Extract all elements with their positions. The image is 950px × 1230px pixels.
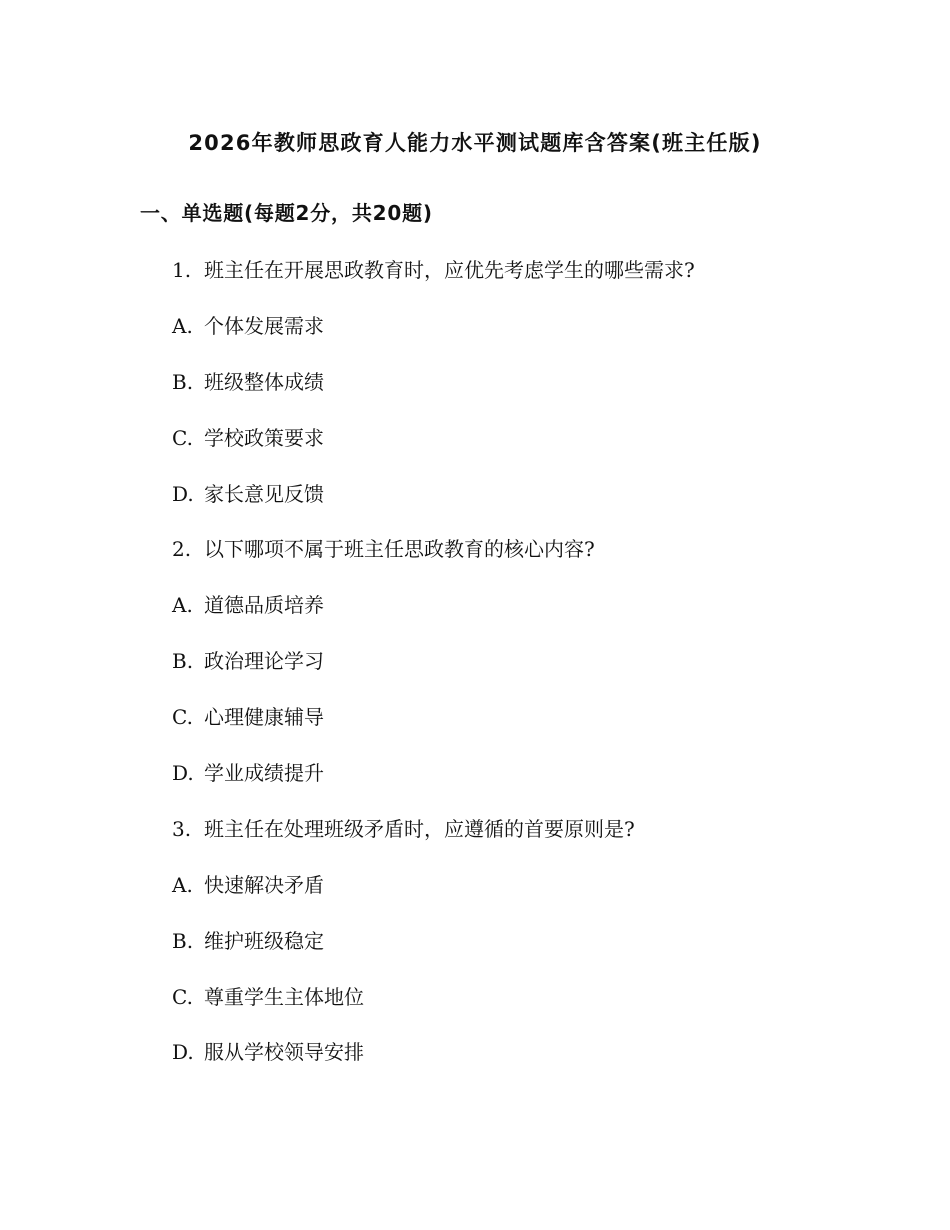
option-text: 学业成绩提升 bbox=[204, 761, 324, 786]
option-text: 班级整体成绩 bbox=[204, 369, 324, 394]
question-3-option-d bbox=[172, 1037, 872, 1067]
option-text: 维护班级稳定 bbox=[204, 928, 324, 953]
option-letter: D. bbox=[172, 481, 194, 506]
question-number: 3. bbox=[172, 816, 192, 841]
option-letter: A. bbox=[172, 872, 193, 897]
option-letter: A. bbox=[172, 593, 193, 618]
option-text: 个体发展需求 bbox=[204, 313, 324, 338]
option-letter: D. bbox=[172, 761, 194, 786]
question-2-option-d bbox=[172, 758, 872, 788]
question-1-option-b bbox=[172, 367, 872, 397]
option-letter: B. bbox=[172, 928, 194, 953]
question-2-option-b bbox=[172, 646, 872, 676]
question-1-option-d bbox=[172, 479, 872, 509]
question-3 bbox=[172, 814, 872, 844]
question-number: 2. bbox=[172, 537, 192, 562]
option-letter: D. bbox=[172, 1040, 194, 1065]
question-text: 班主任在处理班级矛盾时，应遵循的首要原则是? bbox=[204, 816, 635, 841]
question-text: 以下哪项不属于班主任思政教育的核心内容? bbox=[204, 537, 595, 562]
question-3-option-c bbox=[172, 982, 872, 1012]
option-text: 快速解决矛盾 bbox=[204, 872, 324, 897]
question-list bbox=[172, 255, 872, 1093]
option-text: 政治理论学习 bbox=[204, 649, 324, 674]
question-2-option-c bbox=[172, 702, 872, 732]
option-text: 学校政策要求 bbox=[204, 425, 324, 450]
question-2-option-a bbox=[172, 590, 872, 620]
option-letter: C. bbox=[172, 984, 193, 1009]
question-number: 1. bbox=[172, 258, 192, 282]
option-letter: C. bbox=[172, 705, 193, 730]
option-letter: C. bbox=[172, 425, 193, 450]
question-1 bbox=[172, 255, 872, 285]
option-letter: B. bbox=[172, 369, 194, 394]
question-1-option-c bbox=[172, 423, 872, 453]
option-letter: B. bbox=[172, 649, 194, 674]
option-text: 服从学校领导安排 bbox=[204, 1040, 364, 1065]
section-heading: 一、单选题(每题2分，共20题) bbox=[140, 201, 433, 225]
question-2 bbox=[172, 534, 872, 564]
question-3-option-b bbox=[172, 926, 872, 956]
question-1-option-a bbox=[172, 311, 872, 341]
question-text: 班主任在开展思政教育时，应优先考虑学生的哪些需求? bbox=[204, 258, 695, 282]
option-text: 尊重学生主体地位 bbox=[204, 984, 364, 1009]
page-title: 2026年教师思政育人能力水平测试题库含答案(班主任版) bbox=[188, 131, 762, 155]
option-text: 心理健康辅导 bbox=[204, 705, 324, 730]
option-text: 道德品质培养 bbox=[204, 593, 324, 618]
option-text: 家长意见反馈 bbox=[204, 481, 324, 506]
question-3-option-a bbox=[172, 870, 872, 900]
option-letter: A. bbox=[172, 313, 193, 338]
